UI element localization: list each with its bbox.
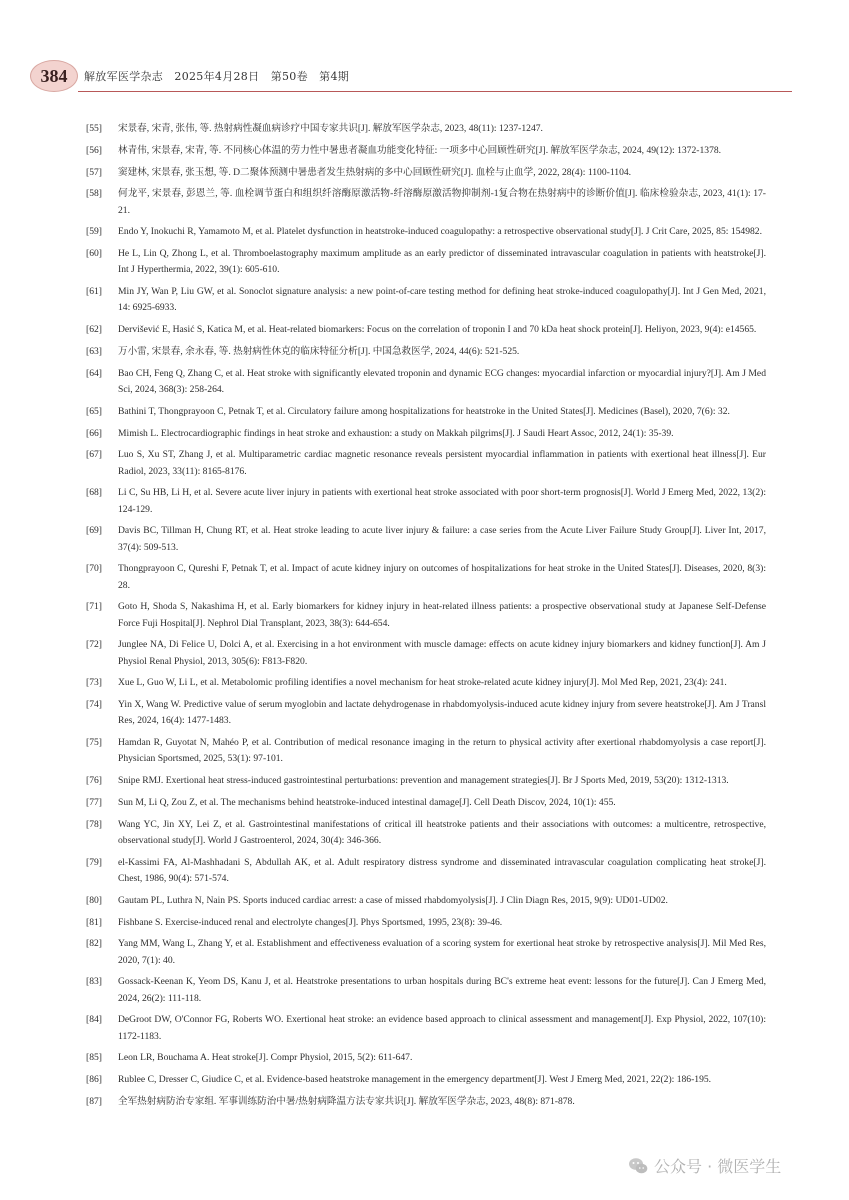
page-number-badge [30,60,78,92]
reference-text: 全军热射病防治专家组. 军事训练防治中暑/热射病降温方法专家共识[J]. 解放军医学杂志, 2023, 48(8): 871-878. [118,1095,575,1107]
reference-number: [84] [86,1014,102,1026]
reference-item [86,599,766,631]
reference-text: Li C, Su HB, Li H, et al. Severe acute liver injury in patients with exertional heat stroke associated with poor short-term prognosis[J]. World J Emerg Med, 2022, 13(2): 124-129. [118,487,766,515]
reference-text: Mimish L. Electrocardiographic findings in heat stroke and exhaustion: a study on Makkah pilgrims[J]. J Saudi Heart Assoc, 2012, 24(1): 35-39. [118,427,674,439]
reference-text: Goto H, Shoda S, Nakashima H, et al. Early biomarkers for kidney injury in heat-related illness patients: a prospective observational study at Japanese Self-Defense Force Fuji Hospital[J]. Nephrol Dial Transplant, 2023, 38(3): 644-654. [118,601,766,629]
reference-item [86,447,766,479]
reference-number: [59] [86,226,102,238]
reference-text: Snipe RMJ. Exertional heat stress-induced gastrointestinal perturbations: prevention and management strategies[J]. Br J Sports Med, 2019, 53(20): 1312-1313. [118,775,729,787]
reference-number: [85] [86,1052,102,1064]
reference-number: [56] [86,144,102,156]
reference-item [86,915,766,931]
reference-text: Leon LR, Bouchama A. Heat stroke[J]. Compr Physiol, 2015, 5(2): 611-647. [118,1052,413,1064]
reference-number: [68] [86,487,102,499]
reference-text: Yang MM, Wang L, Zhang Y, et al. Establishment and effectiveness evaluation of a scoring system for exertional heat stroke by retrospective analysis[J]. Mil Med Res, 2020, 7(1): 40. [118,938,766,966]
reference-number: [58] [86,188,102,200]
reference-item [86,404,766,420]
reference-text: Junglee NA, Di Felice U, Dolci A, et al. Exercising in a hot environment with muscle damage: effects on acute kidney injury biomarkers and kidney function[J]. Am J Physiol Renal Physiol, 2013, 305(6): F813-F820. [118,639,766,667]
reference-number: [67] [86,449,102,461]
reference-number: [74] [86,699,102,711]
reference-item [86,795,766,811]
reference-text: Thongprayoon C, Qureshi F, Petnak T, et al. Impact of acute kidney injury on outcomes of hospitalizations for heat stroke in the United States[J]. Diseases, 2020, 8(3): 28. [118,563,766,591]
reference-number: [82] [86,938,102,950]
reference-item [86,817,766,849]
reference-item [86,143,766,159]
reference-item [86,936,766,968]
reference-number: [80] [86,894,102,906]
reference-number: [69] [86,525,102,537]
reference-item [86,485,766,517]
reference-text: Bao CH, Feng Q, Zhang C, et al. Heat stroke with significantly elevated troponin and dynamic ECG changes: myocardial infarction or myocardial injury?[J]. Am J Med Sci, 2024, 368(3): 258-264. [118,367,766,395]
reference-number: [65] [86,405,102,417]
reference-number: [55] [86,123,102,134]
reference-text: Yin X, Wang W. Predictive value of serum myoglobin and lactate dehydrogenase in rhabdomyolysis-induced acute kidney injury from severe heatstroke[J]. Am J Transl Res, 2024, 16(4): 1477-1483. [118,699,766,727]
reference-item [86,735,766,767]
reference-item [86,1050,766,1066]
reference-number: [72] [86,639,102,651]
reference-number: [66] [86,427,102,439]
reference-item [86,322,766,338]
reference-text: Gossack-Keenan K, Yeom DS, Kanu J, et al. Heatstroke presentations to urban hospitals during BC's extreme heat event: lessons for the future[J]. Can J Emerg Med, 2024, 26(2): 111-118. [118,976,766,1004]
reference-item [86,1072,766,1088]
reference-number: [77] [86,796,102,808]
reference-item [86,224,766,240]
reference-list [86,121,766,1116]
reference-text: 宋景春, 宋青, 张伟, 等. 热射病性凝血病诊疗中国专家共识[J]. 解放军医学杂志, 2023, 48(11): 1237-1247. [118,123,543,134]
reference-number: [61] [86,286,102,298]
reference-text: He L, Lin Q, Zhong L, et al. Thromboelastography maximum amplitude as an early predictor of disseminated intravascular coagulation in patients with heatstroke[J]. Int J Hyperthermia, 2022, 39(1): 605-610. [118,248,766,276]
reference-item [86,426,766,442]
reference-item [86,1094,766,1110]
page-header [30,60,820,92]
reference-text: el-Kassimi FA, Al-Mashhadani S, Abdullah AK, et al. Adult respiratory distress syndrome and disseminated intravascular coagulation complicating heat stroke[J]. Chest, 1986, 90(4): 571-574. [118,856,766,884]
reference-number: [70] [86,563,102,575]
reference-text: Dervišević E, Hasić S, Katica M, et al. Heat-related biomarkers: Focus on the correlation of troponin I and 70 kDa heat shock protein[J]. Heliyon, 2023, 9(4): e14565. [118,324,757,336]
reference-number: [57] [86,166,102,178]
reference-item [86,773,766,789]
reference-item [86,675,766,691]
reference-number: [63] [86,345,102,357]
reference-text: Rublee C, Dresser C, Giudice C, et al. Evidence-based heatstroke management in the emergency department[J]. West J Emerg Med, 2021, 22(2): 186-195. [118,1074,712,1086]
reference-number: [78] [86,818,102,830]
reference-text: Gautam PL, Luthra N, Nain PS. Sports induced cardiac arrest: a case of missed rhabdomyolysis[J]. J Clin Diagn Res, 2015, 9(9): UD01-UD02. [118,894,668,906]
reference-item [86,893,766,909]
reference-item [86,366,766,398]
reference-item [86,855,766,887]
reference-number: [79] [86,856,102,868]
reference-item [86,344,766,360]
reference-item [86,561,766,593]
reference-text: 林青伟, 宋景春, 宋青, 等. 不同核心体温的劳力性中暑患者凝血功能变化特征: 一项多中心回顾性研究[J]. 解放军医学杂志, 2024, 49(12): 1372-1378. [118,144,722,156]
page-number: 384 [40,65,68,86]
reference-item [86,284,766,316]
reference-text: Min JY, Wan P, Liu GW, et al. Sonoclot signature analysis: a new point-of-care testing method for defining heat stroke-induced coagulopathy[J]. Int J Gen Med, 2021, 14: 6925-6933. [118,286,766,314]
reference-item [86,523,766,555]
reference-text: Wang YC, Jin XY, Lei Z, et al. Gastrointestinal manifestations of critical ill heatstroke patients and their associations with outcomes: a multicentre, retrospective, observational study[J]. World J Gastroenterol, 2024, 30(4): 346-366. [118,818,766,846]
watermark [628,1154,781,1177]
reference-text: Endo Y, Inokuchi R, Yamamoto M, et al. Platelet dysfunction in heatstroke-induced coagulopathy: a retrospective observational study[J]. J Crit Care, 2025, 85: 154982. [118,226,762,238]
reference-text: Bathini T, Thongprayoon C, Petnak T, et al. Circulatory failure among hospitalizations for heatstroke in the United States[J]. Medicines (Basel), 2020, 7(6): 32. [118,405,730,417]
reference-number: [83] [86,976,102,988]
reference-item [86,165,766,181]
journal-info: 解放军医学杂志 2025年4月28日 第50卷 第4期 [84,70,350,83]
watermark-text: 公众号 · 微医学生 [654,1157,782,1176]
reference-item [86,186,766,218]
reference-number: [86] [86,1074,102,1086]
reference-text: Fishbane S. Exercise-induced renal and electrolyte changes[J]. Phys Sportsmed, 1995, 23(8): 39-46. [118,916,503,928]
reference-item [86,697,766,729]
reference-number: [60] [86,248,102,260]
reference-number: [76] [86,775,102,787]
reference-text: Sun M, Li Q, Zou Z, et al. The mechanisms behind heatstroke-induced intestinal damage[J]. Cell Death Discov, 2024, 10(1): 455. [118,796,616,808]
reference-text: Hamdan R, Guyotat N, Mahéo P, et al. Contribution of medical resonance imaging in the return to physical activity after exertional rhabdomyolysis a case report[J]. Physician Sportsmed, 2025, 53(1): 97-101. [118,737,766,765]
reference-number: [81] [86,916,102,928]
reference-number: [73] [86,677,102,689]
reference-text: 万小雷, 宋景春, 余永春, 等. 热射病性休克的临床特征分析[J]. 中国急救医学, 2024, 44(6): 521-525. [118,345,520,357]
reference-number: [62] [86,324,102,336]
reference-text: Xue L, Guo W, Li L, et al. Metabolomic profiling identifies a novel mechanism for heat stroke-related acute kidney injury[J]. Mol Med Rep, 2021, 23(4): 241. [118,677,727,689]
reference-item [86,1012,766,1044]
reference-text: 窦建林, 宋景春, 张玉想, 等. D二聚体预测中暑患者发生热射病的多中心回顾性研究[J]. 血栓与止血学, 2022, 28(4): 1100-1104. [118,166,632,178]
reference-number: [87] [86,1095,102,1107]
wechat-icon [628,1157,648,1175]
reference-item [86,974,766,1006]
reference-text: 何龙平, 宋景春, 彭恩兰, 等. 血栓调节蛋白和组织纤溶酶原激活物-纤溶酶原激活物抑制剂-1复合物在热射病中的诊断价值[J]. 临床检验杂志, 2023, 41(1): 17-21. [118,188,766,216]
reference-text: Luo S, Xu ST, Zhang J, et al. Multiparametric cardiac magnetic resonance reveals persistent myocardial inflammation in patients with exertional heat illness[J]. Eur Radiol, 2023, 33(11): 8165-8176. [118,449,766,477]
reference-text: Davis BC, Tillman H, Chung RT, et al. Heat stroke leading to acute liver injury & failure: a case series from the Acute Liver Failure Study Group[J]. Liver Int, 2017, 37(4): 509-513. [118,525,766,553]
reference-number: [75] [86,737,102,749]
reference-number: [64] [86,367,102,379]
reference-item [86,637,766,669]
reference-item [86,246,766,278]
reference-text: DeGroot DW, O'Connor FG, Roberts WO. Exertional heat stroke: an evidence based approach to clinical assessment and management[J]. Exp Physiol, 2022, 107(10): 1172-1183. [118,1014,766,1042]
reference-number: [71] [86,601,102,613]
header-rule [78,91,792,92]
reference-item [86,121,766,137]
